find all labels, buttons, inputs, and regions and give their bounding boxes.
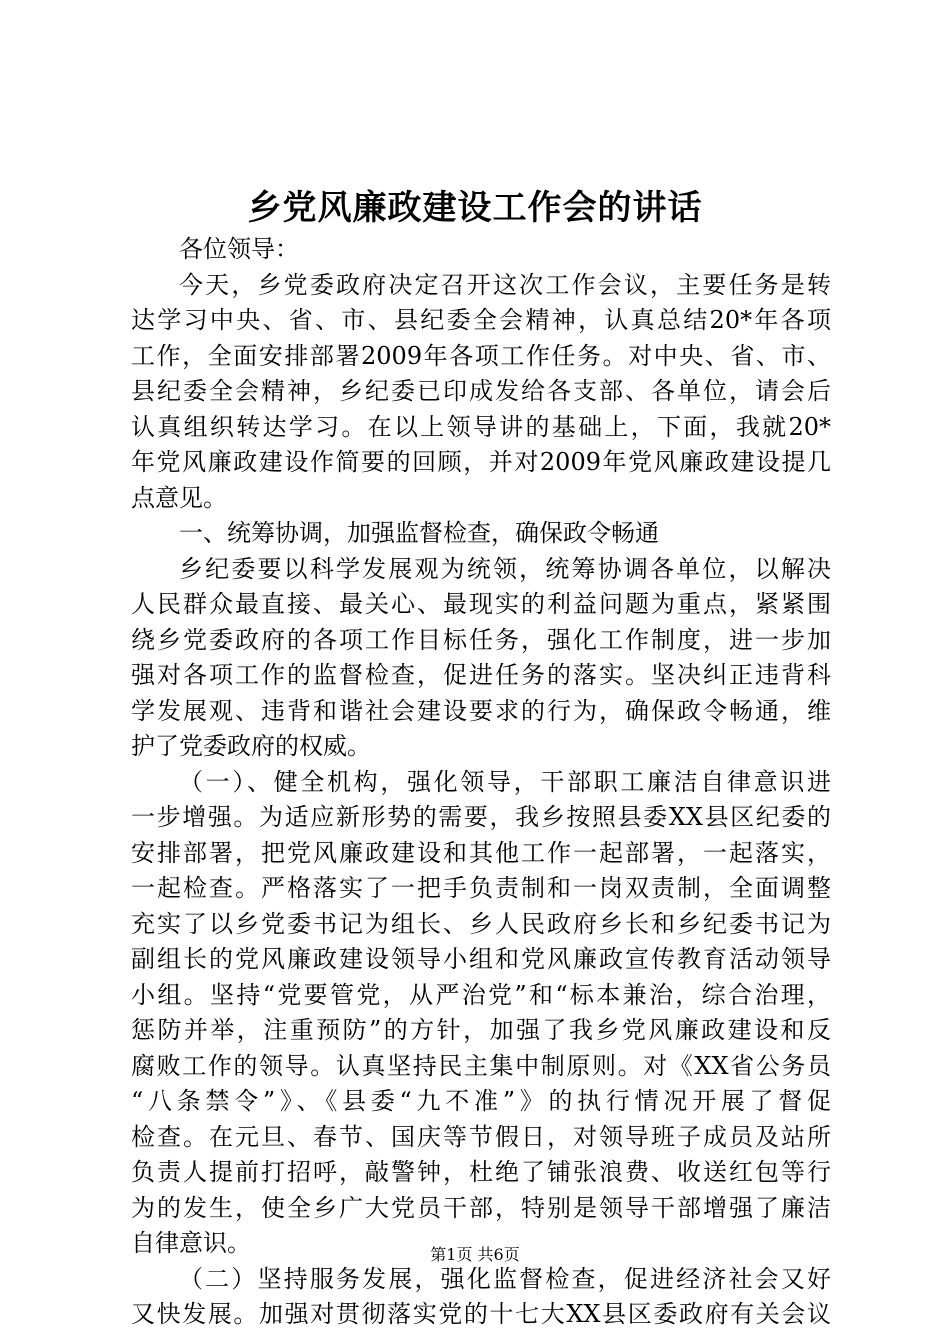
paragraph-line: “八条禁令”》、《县委“九不准”》的执行情况开展了督促 — [131, 1087, 831, 1115]
paragraph-line: 人民群众最直接、最关心、最现实的利益问题为重点，紧紧围 — [131, 590, 831, 618]
paragraph-line: 学发展观、违背和谐社会建设要求的行为，确保政令畅通，维 — [131, 696, 831, 725]
paragraph-line: 县纪委全会精神，乡纪委已印成发给各支部、各单位，请会后 — [131, 377, 831, 405]
paragraph-line: 安排部署，把党风廉政建设和其他工作一起部署，一起落实， — [131, 838, 831, 867]
paragraph-line: 检查。在元旦、春节、国庆等节假日，对领导班子成员及站所 — [131, 1122, 831, 1151]
paragraph-line: 惩防并举，注重预防”的方针，加强了我乡党风廉政建设和反 — [131, 1016, 831, 1044]
paragraph-line: 负责人提前打招呼，敲警钟，杜绝了铺张浪费、收送红包等行 — [131, 1158, 831, 1186]
paragraph-line: 今天，乡党委政府决定召开这次工作会议，主要任务是转 — [179, 270, 831, 299]
page-footer: 第1页 共6页 — [430, 1245, 520, 1264]
paragraph-line: 自律意识。 — [131, 1229, 251, 1257]
paragraph-line: 一步增强。为适应新形势的需要，我乡按照县委XX县区纪委的 — [131, 803, 831, 831]
paragraph-line: （一）、健全机构，强化领导，干部职工廉洁自律意识进 — [179, 767, 831, 796]
paragraph-line: 年党风廉政建设作简要的回顾，并对2009年党风廉政建设提几 — [131, 448, 831, 476]
paragraph-line: 达学习中央、省、市、县纪委全会精神，认真总结20*年各项 — [131, 306, 831, 334]
paragraph-line: 护了党委政府的权威。 — [131, 732, 371, 760]
paragraph-line: 小组。坚持“党要管党，从严治党”和“标本兼治，综合治理， — [131, 980, 831, 1009]
paragraph-line: 副组长的党风廉政建设领导小组和党风廉政宣传教育活动领导 — [131, 945, 831, 973]
paragraph-line: 腐败工作的领导。认真坚持民主集中制原则。对《XX省公务员 — [131, 1051, 831, 1080]
paragraph-line: 认真组织转达学习。在以上领导讲的基础上，下面，我就20* — [131, 412, 831, 441]
paragraph-line: 又快发展。加强对贯彻落实党的十七大XX县区委政府有关会议 — [131, 1300, 831, 1328]
paragraph-line: 乡纪委要以科学发展观为统领，统筹协调各单位，以解决 — [179, 554, 831, 583]
paragraph-line: 一起检查。严格落实了一把手负责制和一岗双责制，全面调整 — [131, 874, 831, 902]
paragraph-line: 工作，全面安排部署2009年各项工作任务。对中央、省、市、 — [131, 341, 831, 370]
section-heading: 一、统筹协调，加强监督检查，确保政令畅通 — [179, 519, 659, 547]
paragraph-line: 强对各项工作的监督检查，促进任务的落实。坚决纠正违背科 — [131, 661, 831, 689]
paragraph-line: 点意见。 — [131, 483, 227, 512]
paragraph-line: 绕乡党委政府的各项工作目标任务，强化工作制度，进一步加 — [131, 625, 831, 654]
document-title: 乡党风廉政建设工作会的讲话 — [247, 188, 703, 228]
paragraph-line: （二）坚持服务发展，强化监督检查，促进经济社会又好 — [179, 1264, 831, 1293]
salutation-line: 各位领导： — [179, 235, 299, 263]
document-body — [131, 232, 831, 1333]
paragraph-line: 为的发生，使全乡广大党员干部，特别是领导干部增强了廉洁 — [131, 1193, 831, 1222]
paragraph-line: 充实了以乡党委书记为组长、乡人民政府乡长和乡纪委书记为 — [131, 909, 831, 938]
